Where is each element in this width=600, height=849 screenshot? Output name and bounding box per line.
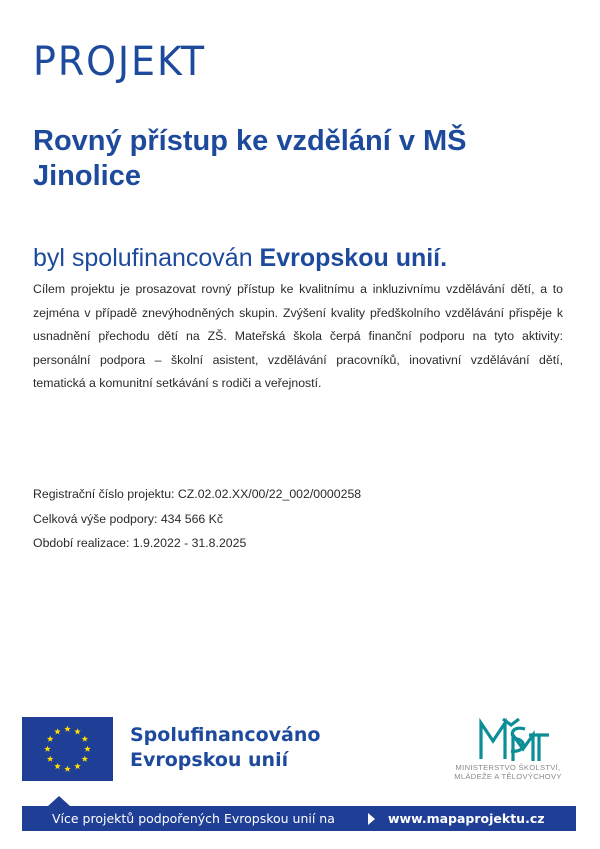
support-amount: Celková výše podpory: 434 566 Kč	[33, 511, 224, 526]
cofinanced-statement	[33, 243, 447, 273]
eu-cofinanced-logo-text	[130, 723, 320, 773]
msmt-name	[437, 763, 579, 781]
banner-text: Více projektů podpořených Evropskou unií na	[52, 811, 335, 826]
project-description: Cílem projektu je prosazovat rovný přístup ke kvalitnímu a inkluzivnímu vzdělávání dětí, a to zejména v případě znevýhodněných skupin. Zvýšení kvality předškolního vzdělávání přispěje k usnadnění přechodu dětí na ZŠ. Mateřská škola čerpá finanční podporu na tyto aktivity: personální podpora – školní asistent, vzdělávání pracovníků, inovativní vzdělávání dětí, tematická a komunitní setkávání s rodiči a veřejností.	[33, 282, 563, 390]
msmt-line-1: MINISTERSTVO ŠKOLSTVÍ,	[455, 763, 561, 772]
project-title: Rovný přístup ke vzdělání v MŠ Jinolice	[33, 125, 467, 192]
cofinanced-prefix: byl spolufinancován	[33, 244, 260, 272]
cofinanced-eu: Evropskou unií.	[259, 244, 448, 272]
banner-notch	[48, 796, 70, 806]
msmt-line-2: MLÁDEŽE A TĚLOVÝCHOVY	[454, 772, 562, 781]
eu-line-1: Spolufinancováno	[130, 724, 321, 746]
eu-line-2: Evropskou unií	[130, 749, 289, 771]
mapaprojektu-link[interactable]: www.mapaprojektu.cz	[388, 811, 545, 826]
project-facts	[33, 482, 361, 556]
eu-flag-icon	[22, 717, 113, 781]
bottom-banner	[0, 806, 600, 849]
page-kicker: PROJEKT	[33, 39, 206, 85]
arrow-right-icon	[368, 813, 375, 825]
registration-number: Registrační číslo projektu: CZ.02.02.XX/00/22_002/0000258	[33, 487, 362, 501]
realization-period: Období realizace: 1.9.2022 - 31.8.2025	[33, 536, 247, 550]
